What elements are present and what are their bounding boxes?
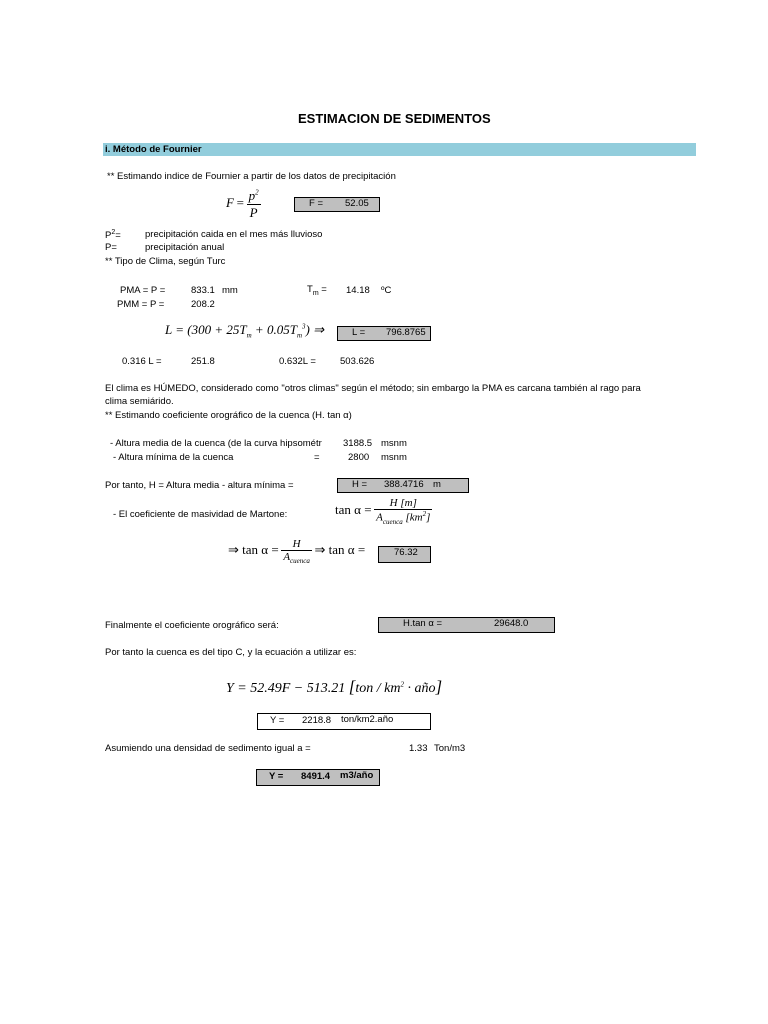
tm-label: $T_m$ = [307, 284, 327, 297]
martone-formula: tan α = $\frac{H [m]}{A_{cuenca} [km^2]}$ [335, 497, 431, 526]
orografico-heading: ** Estimando coeficiente orográfico de la cuenca (H. tan α) [105, 410, 352, 421]
section-header: i. Método de Fournier [103, 143, 696, 156]
alt-min-label: - Altura mínima de la cuenca [113, 452, 234, 463]
p2-label: $P^2=$ [105, 229, 121, 242]
densidad-text: Asumiendo una densidad de sedimento igual a = [105, 743, 311, 754]
intro-text: ** Estimando indice de Fournier a partir de los datos de precipitación [107, 171, 396, 182]
clima-text-1: El clima es HÚMEDO, considerado como "otros climas" según el método; sin embargo la PMA es carcana también al rago para [105, 383, 641, 394]
fournier-result-box: F = 52.05 [294, 197, 380, 212]
Y1-result-box: Y = 2218.8 ton/km2.año [257, 713, 431, 730]
p-desc: precipitación anual [145, 242, 225, 253]
Y2-result-box: Y = 8491.4 m3/año [256, 769, 380, 786]
densidad-unit: Ton/m3 [434, 743, 466, 754]
alt-min-unit: msnm [381, 452, 407, 463]
l632-label: 0.632L = [279, 356, 316, 367]
H-result-box: H = 388.4716 m [337, 478, 469, 493]
pma-unit: mm [222, 285, 238, 296]
tan-formula: ⇒ tan α = $\frac{H}{A_{cuenca}}$ ⇒ tan α = [228, 538, 366, 566]
tm-value: 14.18 [346, 285, 370, 296]
pma-label: PMA = P = [120, 285, 166, 296]
l316-label: 0.316 L = [122, 356, 162, 367]
tipo-text: Por tanto la cuenca es del tipo C, y la ecuación a utilizar es: [105, 647, 357, 658]
clima-text-2: clima semiárido. [105, 396, 174, 407]
pmm-value: 208.2 [191, 299, 215, 310]
l316-value: 251.8 [191, 356, 215, 367]
H-text: Por tanto, H = Altura media - altura mínima = [105, 480, 294, 491]
htan-result-box: H.tan α = 29648.0 [378, 617, 555, 633]
densidad-value: 1.33 [409, 743, 428, 754]
pma-value: 833.1 [191, 285, 215, 296]
L-formula: $L = (300 + 25T_m + 0.05T_m^3)$ ⇒ [165, 322, 324, 340]
fournier-formula: F = $\frac{p^2}{P}$ [226, 188, 259, 220]
final-text: Finalmente el coeficiente orográfico será: [105, 620, 279, 631]
p2-desc: precipitación caida en el mes más lluvioso [145, 229, 323, 240]
l632-value: 503.626 [340, 356, 375, 367]
p-label: P= [105, 242, 117, 253]
L-result-box: L = 796.8765 [337, 326, 431, 341]
tan-result-box: 76.32 [378, 546, 431, 563]
pmm-label: PMM = P = [117, 299, 165, 310]
alt-media-value: 3188.5 [343, 438, 373, 449]
alt-media-unit: msnm [381, 438, 407, 449]
tm-unit: ºC [381, 285, 392, 296]
alt-media-label: - Altura media de la cuenca (de la curva hipsométr [110, 438, 322, 449]
Y-formula: Y = 52.49F − 513.21 [$ton / km^2$ · año] [226, 677, 443, 696]
alt-min-eq: = [314, 452, 320, 463]
page-title: ESTIMACION DE SEDIMENTOS [298, 111, 491, 126]
alt-min-value: 2800 [348, 452, 370, 463]
martone-text: - El coeficiente de masividad de Martone: [113, 509, 288, 520]
clima-heading: ** Tipo de Clima, según Turc [105, 256, 226, 267]
